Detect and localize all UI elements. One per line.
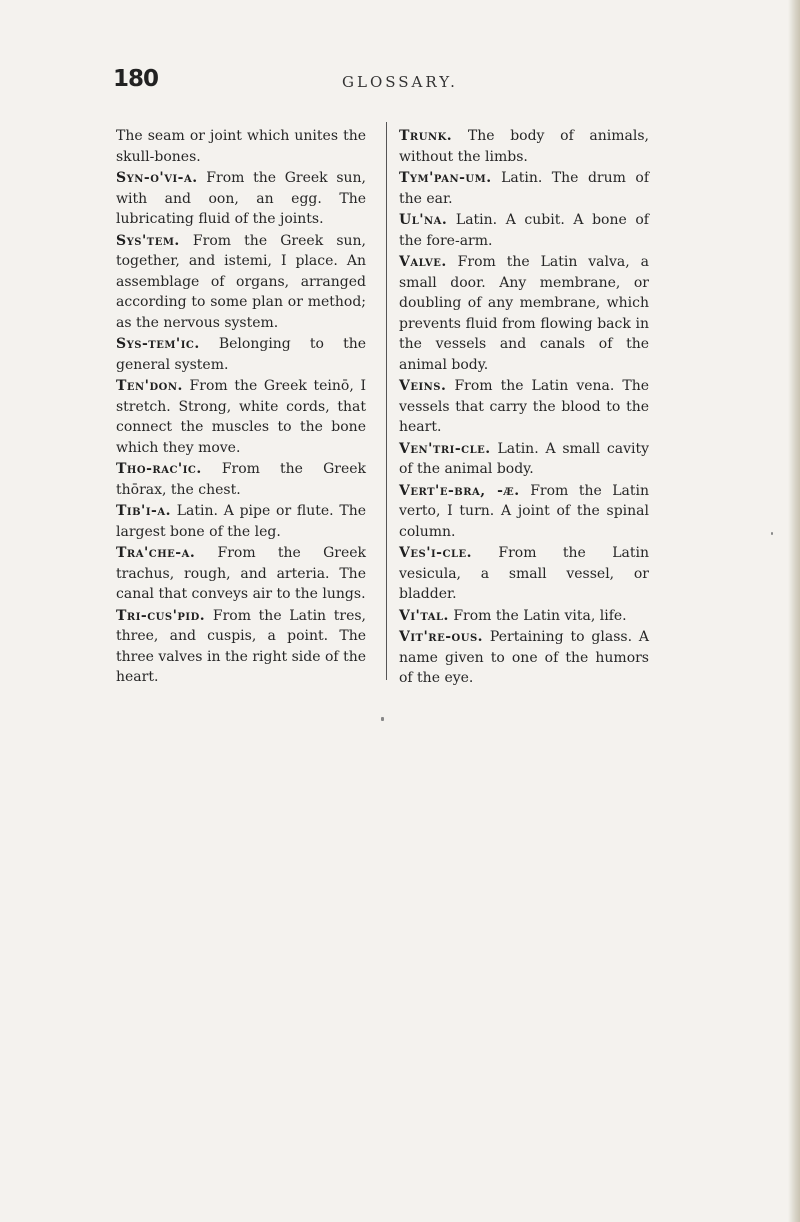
glossary-entry xyxy=(116,501,366,542)
entry-term: Vert'e-bra, -æ. xyxy=(399,482,520,499)
glossary-entry xyxy=(399,168,649,209)
entry-definition: Latin. A cubit. A bone of the fore-arm. xyxy=(399,212,649,249)
entry-definition: From the Greek sun, together, and istemi, I place. An assemblage of organs, arranged according to some plan or method; as the nervous system. xyxy=(116,232,366,331)
entry-term: Tym'pan-um. xyxy=(399,170,492,186)
entry-definition: Latin. A pipe or flute. The largest bone of the leg. xyxy=(116,503,366,540)
entry-definition: From the Latin vita, life. xyxy=(453,607,627,624)
entry-term: Veins. xyxy=(399,378,447,394)
glossary-entry xyxy=(399,627,649,689)
entry-definition: Pertaining to glass. A name given to one of the humors of the eye. xyxy=(399,629,649,686)
entry-term: Tho-rac'ic. xyxy=(116,461,202,477)
glossary-entry xyxy=(399,543,649,605)
entry-term: Vit're-ous. xyxy=(399,629,484,645)
glossary-entry xyxy=(399,210,649,251)
glossary-entry xyxy=(116,543,366,605)
entry-definition: From the Greek trachus, rough, and arteria. The canal that conveys air to the lungs. xyxy=(116,545,366,602)
entry-term: Ves'i-cle. xyxy=(399,545,472,561)
print-speck xyxy=(381,717,384,721)
column-divider xyxy=(386,122,387,680)
glossary-entry xyxy=(116,231,366,334)
entry-definition: From the Greek teinō, I stretch. Strong, white cords, that connect the muscles to the bone which they move. xyxy=(116,378,366,456)
entry-term: Tra'che-a. xyxy=(116,545,196,561)
right-column xyxy=(399,126,649,690)
entry-definition: From the Latin verto, I turn. A joint of the spinal column. xyxy=(399,482,650,540)
glossary-entry xyxy=(116,606,366,688)
entry-definition: From the Latin vesicula, a small vessel, or bladder. xyxy=(399,545,650,602)
glossary-entry xyxy=(399,439,649,480)
glossary-entry xyxy=(399,481,649,543)
glossary-entry xyxy=(116,168,366,230)
print-speck xyxy=(771,532,773,535)
entry-definition: From the Latin valva, a small door. Any membrane, or doubling of any membrane, which prevents fluid from flowing back in the vessels and canals of the animal body. xyxy=(399,254,649,373)
entry-definition: From the Latin tres, three, and cuspis, a point. The three valves in the right side of the heart. xyxy=(116,607,366,685)
entry-term: Ven'tri-cle. xyxy=(399,440,491,457)
entry-term: Sys'tem. xyxy=(116,232,180,249)
glossary-entry xyxy=(399,376,649,438)
entry-definition: From the Greek sun, with and oon, an egg. The lubricating fluid of the joints. xyxy=(116,170,366,227)
glossary-entry xyxy=(116,126,366,167)
running-title: GLOSSARY. xyxy=(342,73,458,91)
entry-term: Tri-cus'pid. xyxy=(116,607,206,624)
page-edge-shadow xyxy=(788,0,800,1222)
entry-definition: Belonging to the general system. xyxy=(116,336,367,373)
entry-term: Ten'don. xyxy=(116,378,183,394)
entry-term: Tib'i-a. xyxy=(116,503,171,519)
entry-term: Sys-tem'ic. xyxy=(116,336,200,352)
entry-definition: The body of animals, without the limbs. xyxy=(399,128,650,165)
entry-term: Ul'na. xyxy=(399,212,448,228)
glossary-entry xyxy=(399,252,649,375)
glossary-entry xyxy=(399,126,649,167)
entry-term: Syn-o'vi-a. xyxy=(116,170,198,186)
entry-definition: From the Latin vena. The vessels that carry the blood to the heart. xyxy=(399,378,649,435)
glossary-entry xyxy=(116,459,366,500)
page-number: 180 xyxy=(113,66,159,92)
entry-term: Valve. xyxy=(399,254,447,270)
glossary-entry xyxy=(116,334,366,375)
entry-term: Trunk. xyxy=(399,128,453,144)
entry-definition: From the Greek thōrax, the chest. xyxy=(116,461,366,498)
entry-definition: Latin. The drum of the ear. xyxy=(399,170,650,207)
entry-definition: Latin. A small cavity of the animal body. xyxy=(399,440,650,477)
glossary-entry xyxy=(399,606,649,627)
entry-term: Vi'tal. xyxy=(399,607,449,624)
glossary-entry xyxy=(116,376,366,458)
entry-definition: The seam or joint which unites the skull-bones. xyxy=(116,128,366,165)
left-column xyxy=(116,126,366,689)
